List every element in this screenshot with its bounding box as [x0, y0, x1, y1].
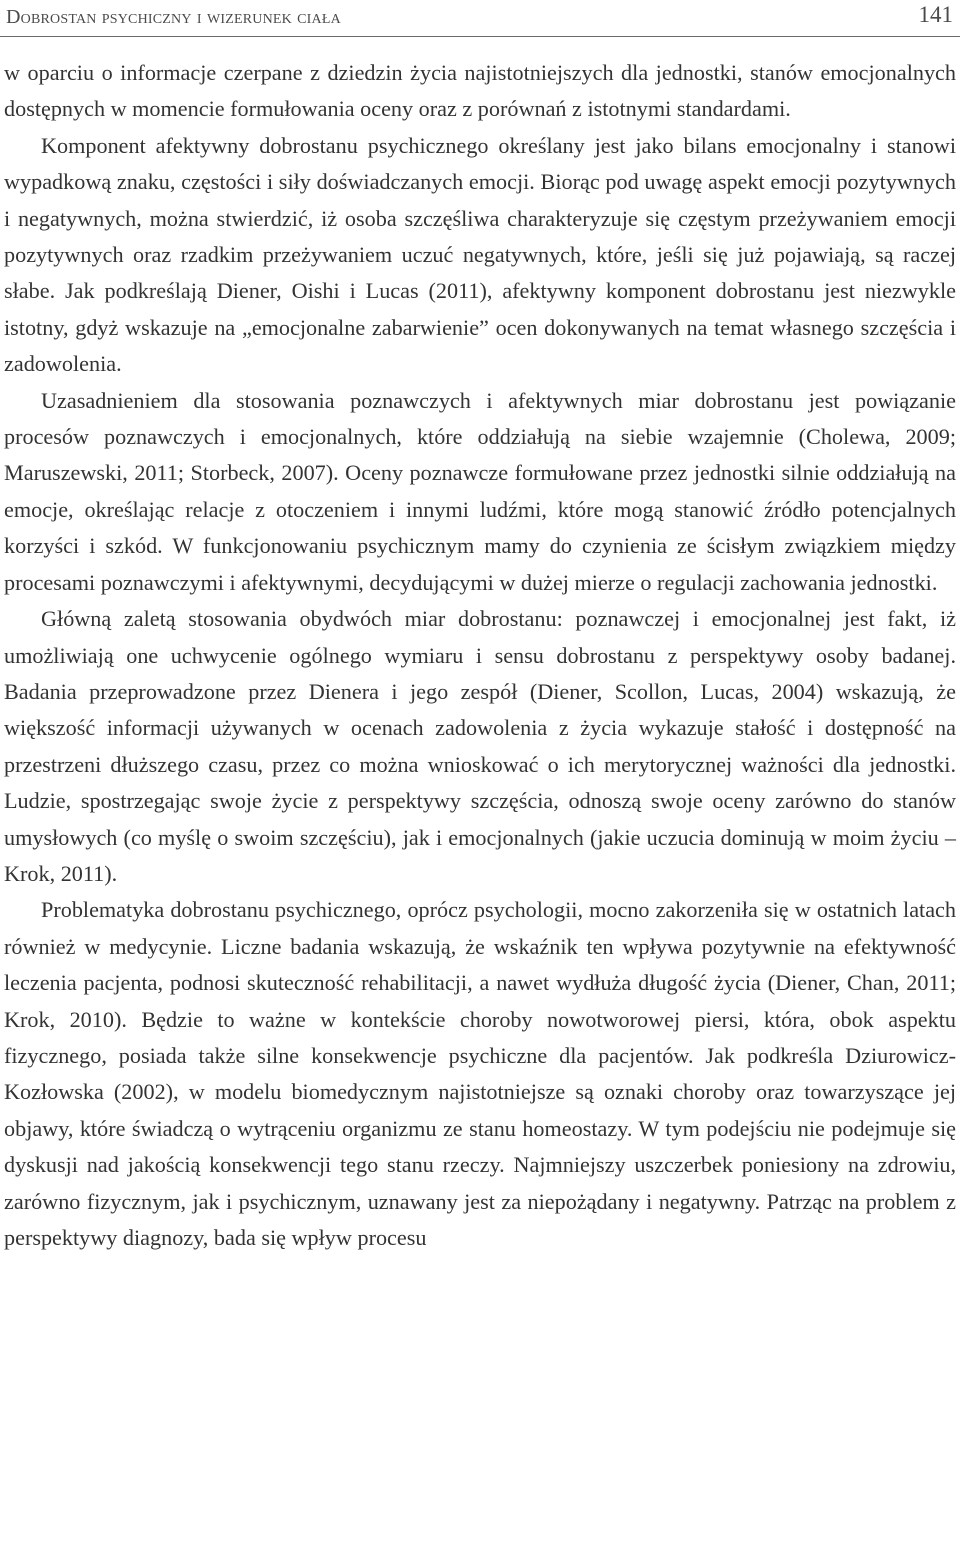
paragraph-continued: w oparciu o informacje czerpane z dziedzin życia najistotniejszych dla jednostki, stanów emocjonalnych dostępnych w momencie formułowania oceny oraz z porównań z istotnymi standardami.: [4, 60, 956, 122]
running-header: [3, 0, 953, 40]
paragraph-justification: Uzasadnieniem dla stosowania poznawczych i afektywnych miar dobrostanu jest powiązanie procesów poznawczych i emocjonalnych, które oddziałują na siebie wzajemnie (Cholewa, 2009; Maruszewski, 2011; Storbeck, 2007). Oceny poznawcze formułowane przez jednostki silnie oddziałują na emocje, określając relacje z otoczeniem i innymi ludźmi, które mogą stanowić źródło potencjalnych korzyści i szkód. W funkcjonowaniu psychicznym mamy do czynienia ze ścisłym związkiem między procesami poznawczymi i afektywnymi, decydującymi w dużej mierze o regulacji zachowania jednostki.: [4, 387, 956, 595]
header-rule: [0, 36, 960, 37]
paragraph-medicine: Problematyka dobrostanu psychicznego, oprócz psychologii, mocno zakorzeniła się w ostatnich latach również w medycynie. Liczne badania wskazują, że wskaźnik ten wpływa pozytywnie na efektywność leczenia pacjenta, podnosi skuteczność rehabilitacji, a nawet wydłuża długość życia (Diener, Chan, 2011; Krok, 2010). Będzie to ważne w kontekście choroby nowotworowej piersi, która, obok aspektu fizycznego, posiada także silne konsekwencje psychiczne dla pacjentów. Jak podkreśla Dziurowicz-Kozłowska (2002), w modelu biomedycznym najistotniejsze są oznaki choroby oraz towarzyszące jej objawy, które świadczą o wytrąceniu organizmu ze stanu homeostazy. W tym podejściu nie podejmuje się dyskusji nad jakością konsekwencji tego stanu rzeczy. Najmniejszy uszczerbek poniesiony na zdrowiu, zarówno fizycznym, jak i psychicznym, uznawany jest za niepożądany i negatywny. Patrząc na problem z perspektywy diagnozy, bada się wpływ procesu: [4, 897, 956, 1250]
running-title: Dobrostan psychiczny i wizerunek ciała: [6, 6, 341, 28]
paragraph-advantages: Główną zaletą stosowania obydwóch miar dobrostanu: poznawczej i emocjonalnej jest fakt, iż umożliwiają one uchwycenie ogólnego wymiaru i sensu dobrostanu z perspektywy osoby badanej. Badania przeprowadzone przez Dienera i jego zespół (Diener, Scollon, Lucas, 2004) wskazują, że większość informacji używanych w ocenach zadowolenia z życia wykazuje stałość i dostępność na przestrzeni dłuższego czasu, przez co można wnioskować o ich merytorycznej ważności dla jednostki. Ludzie, spostrzegając swoje życie z perspektywy szczęścia, odnoszą swoje oceny zarówno do stanów umysłowych (co myślę o swoim szczęściu), jak i emocjonalnych (jakie uczucia dominują w moim życiu – Krok, 2011).: [4, 606, 956, 886]
page-number: 141: [918, 2, 953, 27]
paragraph-affective-component: Komponent afektywny dobrostanu psychicznego określany jest jako bilans emocjonalny i stanowi wypadkową znaku, częstości i siły doświadczanych emocji. Biorąc pod uwagę aspekt emocji pozytywnych i negatywnych, można stwierdzić, iż osoba szczęśliwa charakteryzuje się częstym przeżywaniem emocji pozytywnych oraz rzadkim przeżywaniem uczuć negatywnych, które, jeśli się już pojawiają, są raczej słabe. Jak podkreślają Diener, Oishi i Lucas (2011), afektywny komponent dobrostanu jest niezwykle istotny, gdyż wskazuje na „emocjonalne zabarwienie” ocen dokonywanych na temat własnego szczęścia i zadowolenia.: [4, 132, 956, 377]
body-text: [4, 55, 956, 1256]
